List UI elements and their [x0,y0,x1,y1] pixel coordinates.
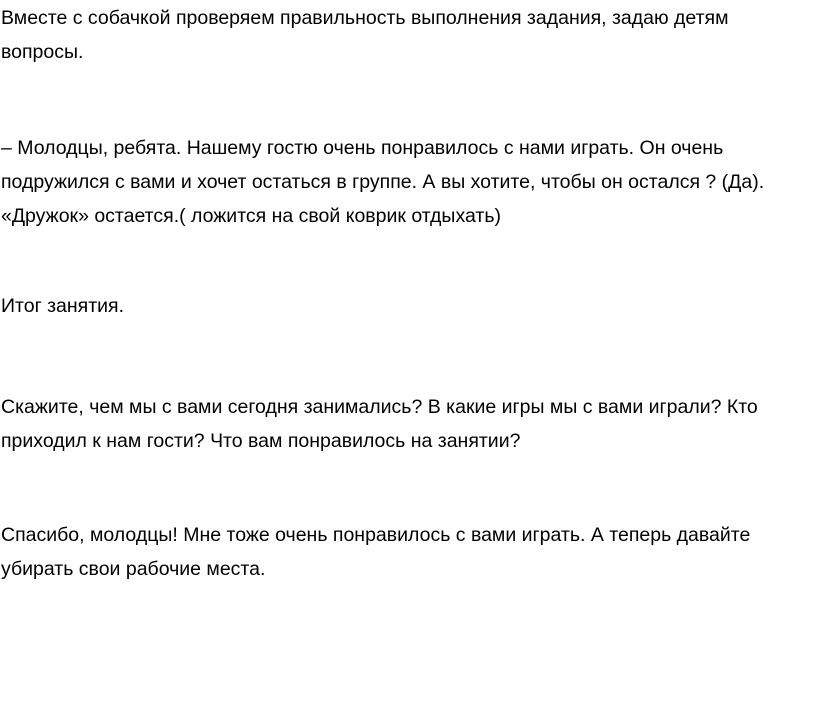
paragraph-check-task [1,1,801,69]
text-line: Итог занятия. [1,295,125,317]
section-heading-summary [1,289,801,323]
text-line: убирать свои рабочие места. [1,558,266,580]
text-line: Спасибо, молодцы! Мне тоже очень понравилось с вами играть. А теперь давайте [1,524,751,546]
text-line: приходил к нам гости? Что вам понравилось на занятии? [1,430,521,452]
text-line: подружился с вами и хочет остаться в группе. А вы хотите, чтобы он остался ? (Да). [1,171,765,193]
text-line: Вместе с собачкой проверяем правильность выполнения задания, задаю детям [1,7,729,29]
text-line: «Дружок» остается.( ложится на свой коврик отдыхать) [1,205,501,227]
text-line: – Молодцы, ребята. Нашему гостю очень понравилось с нами играть. Он очень [1,137,724,159]
paragraph-closing [1,518,801,586]
paragraph-praise-guest [1,131,801,233]
paragraph-questions [1,390,801,458]
text-line: вопросы. [1,41,84,63]
text-line: Скажите, чем мы с вами сегодня занимались? В какие игры мы с вами играли? Кто [1,396,758,418]
